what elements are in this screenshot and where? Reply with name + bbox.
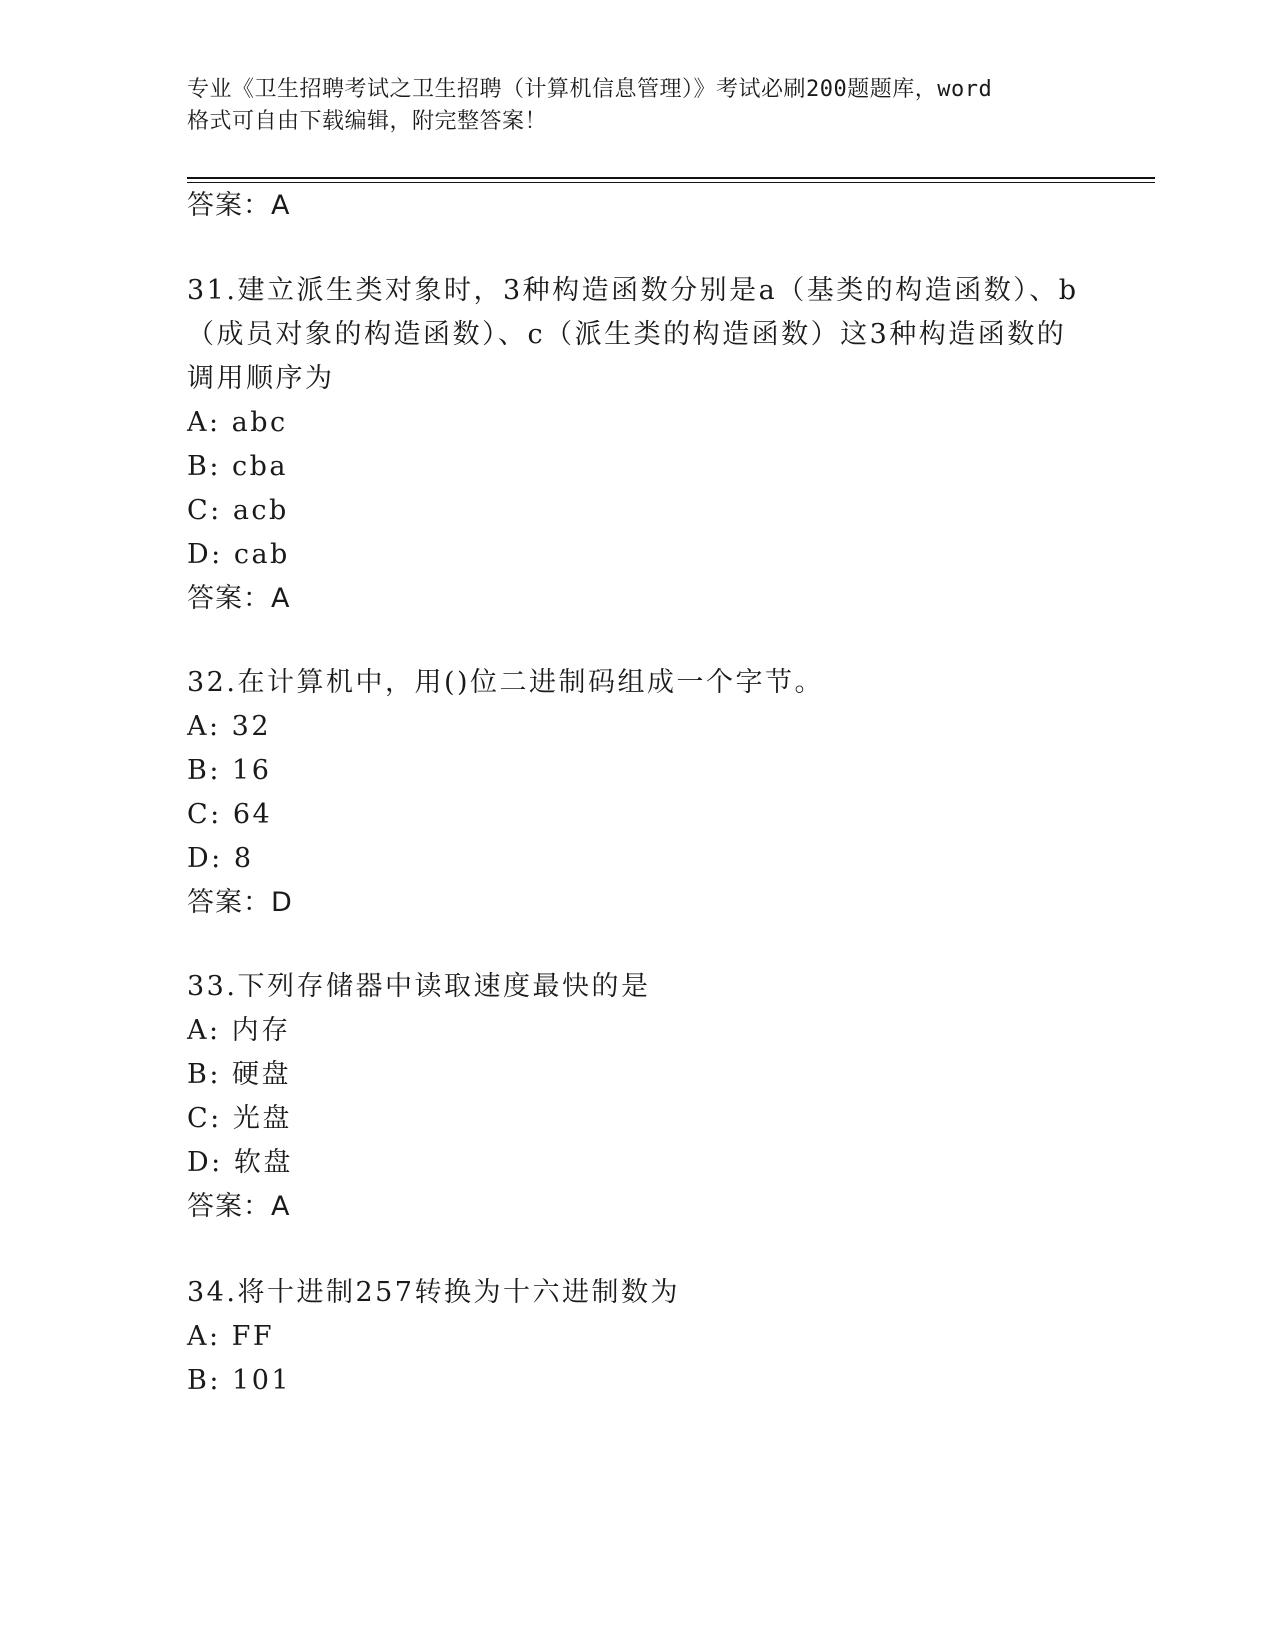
question-32-answer: 答案：D xyxy=(187,887,293,918)
question-32-option-b: B: 16 xyxy=(187,755,272,786)
header-divider xyxy=(187,177,1155,179)
header-line-2: 格式可自由下载编辑，附完整答案！ xyxy=(187,109,548,134)
document-header xyxy=(187,74,1097,138)
question-33-option-a: A: 内存 xyxy=(187,1015,291,1046)
question-33-option-b: B: 硬盘 xyxy=(187,1059,292,1090)
question-31-option-c: C: acb xyxy=(187,495,289,526)
question-31-option-b: B: cba xyxy=(187,451,289,482)
header-divider-thin xyxy=(187,182,1155,183)
question-31-option-a: A: abc xyxy=(187,407,288,438)
question-31-text-line-2: （成员对象的构造函数）、c（派生类的构造函数）这3种构造函数的 xyxy=(187,319,1067,350)
question-34-option-b: B: 101 xyxy=(187,1365,292,1396)
header-line-1: 专业《卫生招聘考试之卫生招聘（计算机信息管理）》考试必刷200题题库，word xyxy=(187,77,993,102)
question-33-answer: 答案：A xyxy=(187,1191,291,1222)
answer-prev: 答案：A xyxy=(187,190,291,221)
question-34-text: 34.将十进制257转换为十六进制数为 xyxy=(187,1277,680,1308)
question-31-option-d: D: cab xyxy=(187,539,290,570)
question-31-text-line-1: 31.建立派生类对象时，3种构造函数分别是a（基类的构造函数）、b xyxy=(187,275,1079,306)
question-34-option-a: A: FF xyxy=(187,1321,275,1352)
question-33-text: 33.下列存储器中读取速度最快的是 xyxy=(187,971,651,1002)
question-33-option-c: C: 光盘 xyxy=(187,1103,292,1134)
question-32-option-d: D: 8 xyxy=(187,843,254,874)
question-31-answer: 答案：A xyxy=(187,583,291,614)
question-33-option-d: D: 软盘 xyxy=(187,1147,293,1178)
question-31-text-line-3: 调用顺序为 xyxy=(187,363,335,394)
question-32-option-a: A: 32 xyxy=(187,711,272,742)
question-32-text: 32.在计算机中，用()位二进制码组成一个字节。 xyxy=(187,667,825,698)
question-32-option-c: C: 64 xyxy=(187,799,273,830)
